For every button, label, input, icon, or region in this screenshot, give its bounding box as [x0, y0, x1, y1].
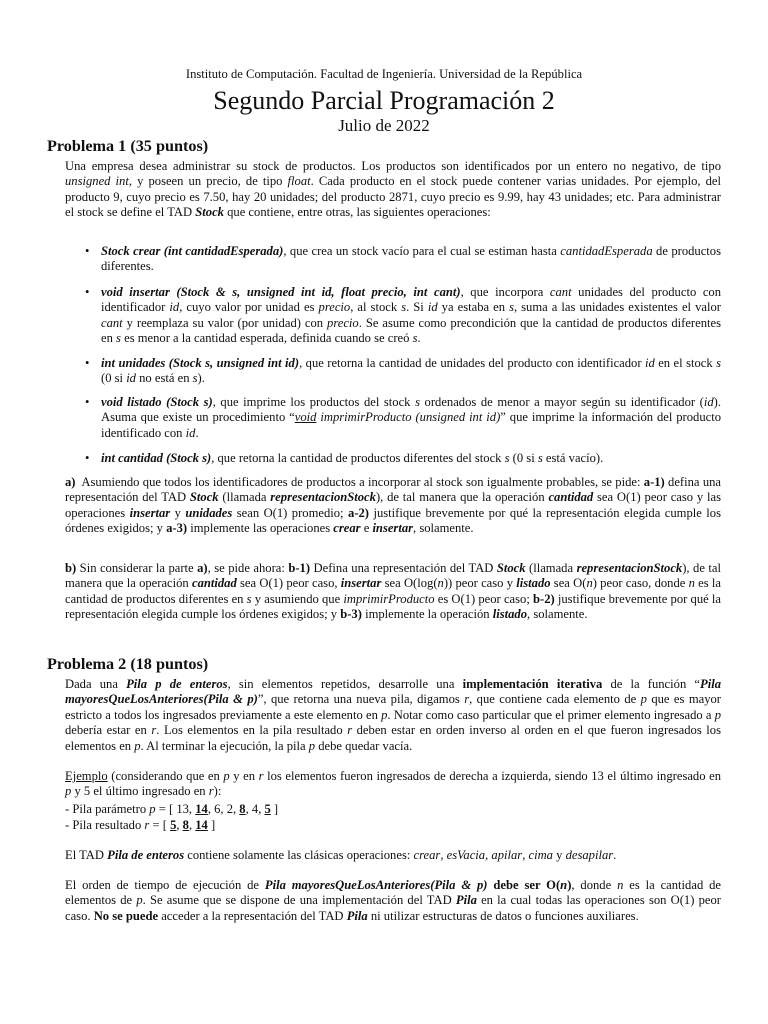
problem1-heading: Problema 1 (35 puntos) [47, 137, 209, 155]
institute-line: Instituto de Computación. Facultad de Ingeniería. Universidad de la República [185, 67, 583, 81]
op-crear [85, 244, 721, 275]
problem1-intro: Una empresa desea administrar su stock de productos. Los productos son identificados por un entero no negativo, de tipo unsigned int, y poseen un precio, de tipo float. Cada producto en el stock puede contener varias unidades. Por ejemplo, del producto 9, cuyo precio es 7.50, hay 20 unidades; del producto 2871, cuyo precio es 9.99, hay 43 unidades; etc. Para administrar el stock se define el TAD Stock que contiene, entre otras, las siguientes operaciones: [65, 159, 721, 220]
op-crear-text: Stock crear (int cantidadEsperada), que crea un stock vacío para el cual se estiman hasta cantidadEsperada de productos diferentes. [101, 244, 721, 274]
exam-title: Segundo Parcial Programación 2 [213, 86, 555, 115]
problem2-example: Ejemplo (considerando que en p y en r los elementos fueron ingresados de derecha a izquierda, siendo 13 el último ingresado en p y 5 el último ingresado en r): [65, 769, 721, 799]
bullet-icon: • [85, 285, 90, 299]
problem2-param-stack: - Pila parámetro p = [ 13, 14, 6, 2, 8, 4, 5 ] [65, 802, 279, 816]
op-unidades-text: int unidades (Stock s, unsigned int id), que retorna la cantidad de unidades del producto con identificador id en el stock s (0 si id no está en s). [101, 356, 722, 386]
exam-date: Julio de 2022 [338, 116, 430, 135]
op-insertar [85, 285, 722, 347]
op-cantidad [85, 451, 721, 466]
bullet-icon: • [85, 451, 90, 465]
problem1-part-a: a) Asumiendo que todos los identificadores de productos a incorporar al stock son igualmente probables, se pide: a-1) defina una representación del TAD Stock (llamada representacionStock), de tal manera que la operación cantidad sea O(1) peor caso y las operaciones insertar y unidades sean O(1) promedio; a-2) justifique brevemente por qué la representación elegida cumple los órdenes exigidos; y a-3) implemente las operaciones crear e insertar, solamente. [65, 475, 721, 536]
op-listado [85, 395, 722, 441]
problem2-result-stack: - Pila resultado r = [ 5, 8, 14 ] [65, 818, 216, 832]
problem1-part-b: b) Sin considerar la parte a), se pide ahora: b-1) Defina una representación del TAD Stock (llamada representacionStock), de tal manera que la operación cantidad sea O(1) peor caso, insertar sea O(log(n)) peor caso y listado sea O(n) peor caso, donde n es la cantidad de productos diferentes en s y asumiendo que imprimirProducto es O(1) peor caso; b-2) justifique brevemente por qué la representación elegida cumple los órdenes exigidos; y b-3) implemente la operación listado, solamente. [65, 561, 721, 622]
bullet-icon: • [85, 356, 90, 370]
problem2-heading: Problema 2 (18 puntos) [47, 655, 209, 673]
op-cantidad-text: int cantidad (Stock s), que retorna la cantidad de productos diferentes del stock s (0 si s está vacío). [101, 451, 604, 465]
bullet-icon: • [85, 395, 90, 409]
problem2-tad: El TAD Pila de enteros contiene solamente las clásicas operaciones: crear, esVacia, apilar, cima y desapilar. [65, 848, 617, 862]
op-insertar-text: void insertar (Stock & s, unsigned int id, float precio, int cant), que incorpora cant unidades del producto con identificador id, cuyo valor por unidad es precio, al stock s. Si id ya estaba en s, suma a las unidades existentes el valor cant y reemplaza su valor (por unidad) con precio. Se asume como precondición que la cantidad de productos diferentes en s es menor a la cantidad esperada, definida cuando se creó s. [101, 285, 722, 346]
bullet-icon: • [85, 244, 90, 258]
problem2-intro: Dada una Pila p de enteros, sin elementos repetidos, desarrolle una implementación iterativa de la función “Pila mayoresQueLosAnteriores(Pila & p)”, que retorna una nueva pila, digamos r, que contiene cada elemento de p que es mayor estricto a todos los ingresados previamente a este elemento en p. Notar como caso particular que el primer elemento ingresado a p debería estar en r. Los elementos en la pila resultado r deben estar en orden inverso al orden en el que fueron ingresados los elementos en p. Al terminar la ejecución, la pila p debe quedar vacía. [65, 677, 721, 753]
problem2-order: El orden de tiempo de ejecución de Pila mayoresQueLosAnteriores(Pila & p) debe ser O(n), donde n es la cantidad de elementos de p. Se asume que se dispone de una implementación del TAD Pila en la cual todas las operaciones son O(1) peor caso. No se puede acceder a la representación del TAD Pila ni utilizar estructuras de datos o funciones auxiliares. [65, 878, 722, 923]
op-unidades [85, 356, 722, 387]
op-listado-text: void listado (Stock s), que imprime los productos del stock s ordenados de menor a mayor según su identificador (id). Asuma que existe un procedimiento “void imprimirProducto (unsigned int id)” que imprime la información del producto identificado con id. [101, 395, 722, 440]
